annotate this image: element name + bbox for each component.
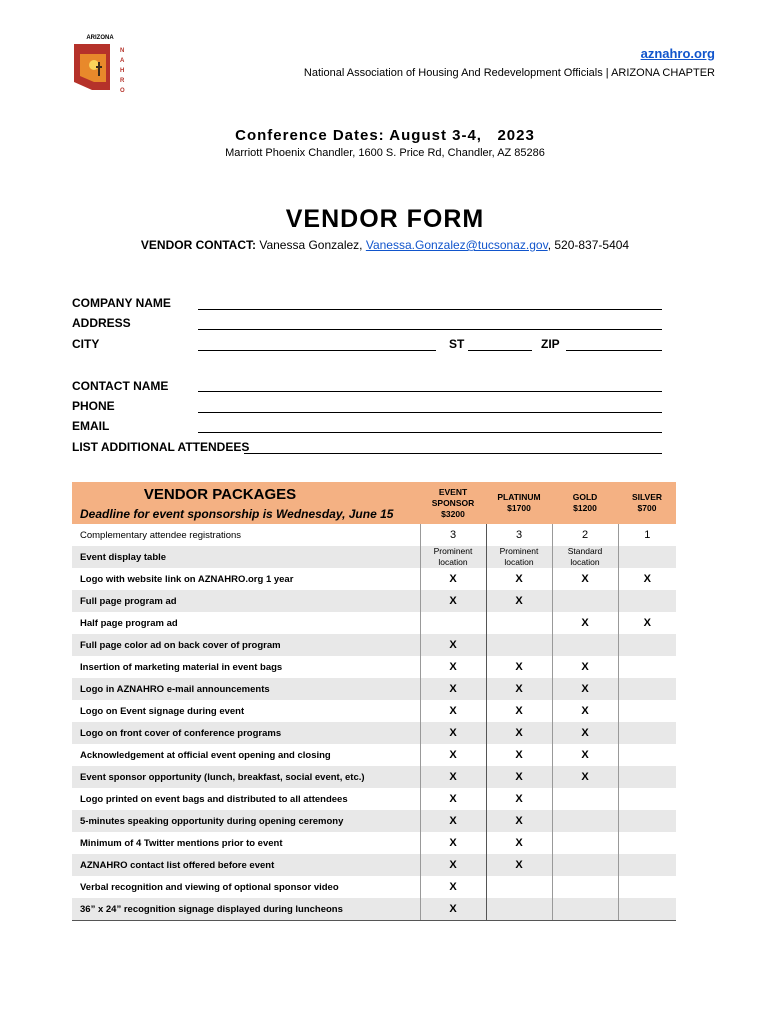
- benefit-cell: X: [486, 722, 552, 744]
- benefit-cell: X: [420, 876, 486, 898]
- benefit-cell: [618, 590, 676, 612]
- benefit-cell: X: [420, 788, 486, 810]
- benefit-cell: [618, 700, 676, 722]
- benefit-cell: X: [486, 766, 552, 788]
- additional-attendees-label: LIST ADDITIONAL ATTENDEES: [72, 440, 250, 454]
- packages-header-row: [72, 482, 676, 524]
- benefit-cell: 2: [552, 524, 618, 546]
- benefit-cell: X: [552, 722, 618, 744]
- vendor-packages-table: [72, 482, 676, 921]
- table-row: [72, 568, 676, 590]
- benefit-cell: X: [420, 700, 486, 722]
- email-line[interactable]: [198, 432, 662, 433]
- org-name: National Association of Housing And Redevelopment Officials | ARIZONA CHAPTER: [303, 67, 715, 79]
- table-row: [72, 678, 676, 700]
- benefit-cell: [552, 854, 618, 876]
- benefit-cell: [552, 634, 618, 656]
- tier-price: $700: [637, 503, 657, 513]
- table-row: [72, 546, 676, 568]
- svg-text:N: N: [120, 48, 125, 54]
- table-row: [72, 612, 676, 634]
- benefit-label: Acknowledgement at official event opening and closing: [80, 749, 331, 761]
- benefit-cell: [618, 634, 676, 656]
- state-line[interactable]: [468, 350, 532, 351]
- benefit-cell: X: [486, 744, 552, 766]
- benefit-cell: X: [486, 854, 552, 876]
- svg-text:O: O: [120, 88, 125, 94]
- svg-text:H: H: [120, 68, 125, 74]
- benefit-cell: [618, 722, 676, 744]
- benefit-cell: X: [552, 568, 618, 590]
- benefit-cell: [420, 612, 486, 634]
- phone-line[interactable]: [198, 412, 662, 413]
- benefit-label: Full page program ad: [72, 590, 420, 612]
- vendor-contact-label: VENDOR CONTACT:: [140, 238, 256, 252]
- table-row: [72, 744, 676, 766]
- site-link[interactable]: aznahro.org: [640, 46, 715, 61]
- benefit-cell: [618, 678, 676, 700]
- benefit-cell: [552, 898, 618, 921]
- benefit-label: Minimum of 4 Twitter mentions prior to event: [80, 837, 283, 849]
- benefit-cell: X: [486, 832, 552, 854]
- benefit-cell: X: [486, 810, 552, 832]
- benefit-cell: [618, 546, 676, 568]
- benefit-cell: [552, 876, 618, 898]
- benefit-cell: X: [552, 766, 618, 788]
- benefit-label: AZNAHRO contact list offered before event: [72, 854, 420, 876]
- conference-venue: Marriott Phoenix Chandler, 1600 S. Price Rd, Chandler, AZ 85286: [225, 147, 545, 159]
- benefit-cell: X: [420, 898, 486, 921]
- table-row: [72, 810, 676, 832]
- benefit-cell: [552, 590, 618, 612]
- vendor-contact-line: [0, 238, 770, 252]
- state-label: ST: [449, 337, 465, 351]
- benefit-cell: X: [420, 656, 486, 678]
- benefit-label: Event sponsor opportunity (lunch, breakfast, social event, etc.): [72, 766, 420, 788]
- benefit-label: Half page program ad: [80, 617, 178, 629]
- benefit-cell: [618, 898, 676, 921]
- table-row: [72, 700, 676, 722]
- benefit-cell: [618, 788, 676, 810]
- benefit-cell: 3: [486, 524, 552, 546]
- phone-label: PHONE: [72, 399, 115, 413]
- packages-deadline: Deadline for event sponsorship is Wednesday, June 15: [80, 506, 394, 521]
- benefit-label: Complementary attendee registrations: [80, 529, 242, 541]
- table-row: [72, 854, 676, 876]
- benefit-cell: [618, 854, 676, 876]
- conference-dates: Conference Dates: August 3-4, 2023: [235, 127, 535, 144]
- aznahro-logo: [70, 32, 130, 96]
- benefit-label: Logo in AZNAHRO e-mail announcements: [72, 678, 420, 700]
- table-row: [72, 876, 676, 898]
- benefit-cell: X: [420, 832, 486, 854]
- benefit-cell: Prominent location: [420, 546, 486, 568]
- benefit-cell: 3: [420, 524, 486, 546]
- company-name-line[interactable]: [198, 309, 662, 310]
- city-label: CITY: [72, 337, 100, 351]
- address-label: ADDRESS: [72, 316, 131, 330]
- benefit-label: 5-minutes speaking opportunity during opening ceremony: [72, 810, 420, 832]
- benefit-cell: X: [552, 744, 618, 766]
- zip-label: ZIP: [541, 337, 560, 351]
- tier-name: SILVER: [631, 492, 663, 502]
- tier-price: $1200: [573, 503, 597, 513]
- benefit-cell: [552, 788, 618, 810]
- benefit-label: Logo on Event signage during event: [80, 705, 245, 717]
- contact-name-line[interactable]: [198, 391, 662, 392]
- benefit-cell: X: [420, 568, 486, 590]
- address-line[interactable]: [198, 329, 662, 330]
- benefit-cell: 1: [618, 524, 676, 546]
- benefit-label: Logo printed on event bags and distributed to all attendees: [80, 793, 348, 805]
- table-row: [72, 590, 676, 612]
- benefit-cell: X: [486, 590, 552, 612]
- benefit-cell: X: [552, 656, 618, 678]
- benefit-label: Event display table: [72, 546, 420, 568]
- vendor-contact-email-link[interactable]: Vanessa.Gonzalez@tucsonaz.gov: [365, 238, 548, 252]
- benefit-cell: X: [552, 612, 618, 634]
- company-name-label: COMPANY NAME: [72, 296, 171, 310]
- table-row: [72, 722, 676, 744]
- table-row: [72, 524, 676, 546]
- benefit-cell: X: [486, 656, 552, 678]
- benefit-cell: X: [618, 568, 676, 590]
- benefit-cell: X: [552, 700, 618, 722]
- benefit-cell: X: [420, 722, 486, 744]
- contact-name-label: CONTACT NAME: [72, 379, 169, 393]
- table-row: [72, 898, 676, 921]
- benefit-label: Verbal recognition and viewing of optional sponsor video: [80, 881, 339, 893]
- benefit-cell: [618, 832, 676, 854]
- tier-price: $1700: [507, 503, 531, 513]
- vendor-contact-phone: , 520-837-5404: [547, 238, 630, 252]
- table-row: [72, 656, 676, 678]
- city-line[interactable]: [198, 350, 436, 351]
- packages-title: VENDOR PACKAGES: [143, 485, 297, 503]
- tier-name: EVENT SPONSOR: [431, 486, 475, 508]
- benefit-cell: [486, 898, 552, 921]
- benefit-cell: X: [486, 678, 552, 700]
- tier-price: $3200: [441, 508, 465, 519]
- tier-silver: [618, 482, 676, 524]
- benefit-label: Logo on front cover of conference programs: [72, 722, 420, 744]
- zip-line[interactable]: [566, 350, 662, 351]
- benefit-cell: [486, 612, 552, 634]
- benefit-cell: [618, 766, 676, 788]
- benefit-cell: [486, 634, 552, 656]
- benefit-cell: X: [420, 766, 486, 788]
- benefit-cell: X: [420, 590, 486, 612]
- benefit-cell: Standard location: [552, 546, 618, 568]
- benefit-cell: X: [486, 700, 552, 722]
- packages-rows: [72, 524, 676, 921]
- benefit-cell: X: [420, 634, 486, 656]
- table-row: [72, 634, 676, 656]
- email-label: EMAIL: [72, 419, 110, 433]
- benefit-cell: [552, 810, 618, 832]
- benefit-cell: [552, 832, 618, 854]
- tier-platinum: [486, 482, 552, 524]
- table-row: [72, 766, 676, 788]
- vendor-contact-name: Vanessa Gonzalez,: [256, 238, 366, 252]
- benefit-cell: [618, 656, 676, 678]
- tier-gold: [552, 482, 618, 524]
- tier-name: PLATINUM: [497, 492, 541, 502]
- benefit-cell: [618, 810, 676, 832]
- benefit-label: Logo with website link on AZNAHRO.org 1 year: [80, 573, 294, 585]
- benefit-cell: X: [420, 744, 486, 766]
- benefit-cell: X: [486, 568, 552, 590]
- tier-name: GOLD: [572, 492, 598, 502]
- benefit-cell: [618, 876, 676, 898]
- benefit-cell: X: [618, 612, 676, 634]
- table-row: [72, 832, 676, 854]
- svg-text:A: A: [120, 58, 125, 64]
- benefit-cell: X: [486, 788, 552, 810]
- svg-text:ARIZONA: ARIZONA: [86, 35, 114, 41]
- benefit-cell: [618, 744, 676, 766]
- benefit-cell: X: [420, 810, 486, 832]
- tier-event-sponsor: [420, 482, 486, 524]
- benefit-label: Full page color ad on back cover of program: [72, 634, 420, 656]
- benefit-cell: Prominent location: [486, 546, 552, 568]
- benefit-label: Insertion of marketing material in event bags: [80, 661, 283, 673]
- benefit-cell: X: [420, 678, 486, 700]
- table-row: [72, 788, 676, 810]
- additional-attendees-line[interactable]: [244, 453, 662, 454]
- benefit-label: 36” x 24” recognition signage displayed during luncheons: [72, 898, 420, 921]
- benefit-cell: [486, 876, 552, 898]
- packages-title-cell: [72, 482, 420, 524]
- form-title: VENDOR FORM: [285, 205, 485, 233]
- svg-text:R: R: [120, 78, 125, 84]
- benefit-cell: X: [552, 678, 618, 700]
- benefit-cell: X: [420, 854, 486, 876]
